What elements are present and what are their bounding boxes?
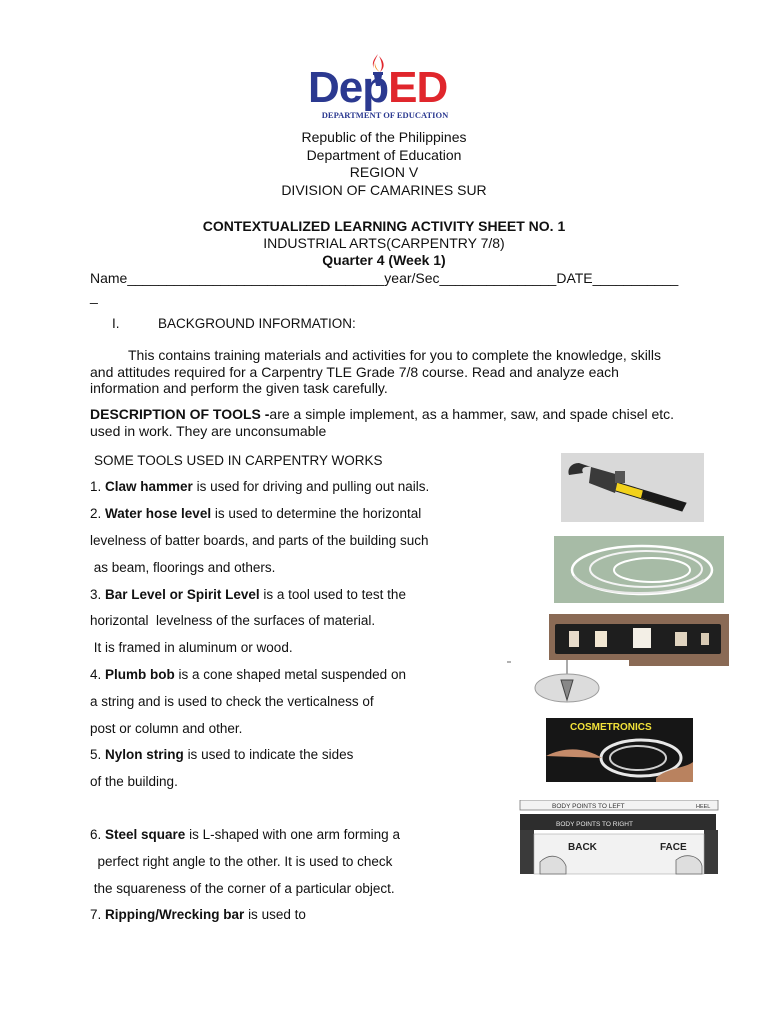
header-division: DIVISION OF CAMARINES SUR (281, 182, 487, 198)
plumb-bob-icon (505, 660, 629, 720)
intro-paragraph: This contains training materials and activities for you to complete the knowledge, skills and attitudes required for a Carpentry TLE Grade 7/8 course. Read and analyze each information and perform the given task carefully. (90, 347, 662, 396)
tool-5-line-2: of the building. (90, 774, 178, 789)
deped-logo (308, 52, 464, 122)
header-region: REGION V (349, 164, 419, 180)
header-department: Department of Education (306, 147, 462, 163)
header-republic: Republic of the Philippines (301, 129, 467, 145)
tool-4: 4. Plumb bob is a cone shaped metal suspended on (90, 667, 406, 682)
tool-3-line-2: horizontal levelness of the surfaces of material. (90, 613, 376, 628)
claw-hammer-icon (561, 453, 704, 522)
square-mid-label: BODY POINTS TO RIGHT (556, 821, 633, 828)
logo-dep: Dep (308, 63, 389, 112)
water-hose-icon (554, 536, 724, 603)
square-back-label: BACK (568, 842, 597, 853)
plumb-bob-image (505, 660, 629, 720)
section-numeral: I. (112, 316, 120, 331)
tool-6: 6. Steel square is L-shaped with one arm forming a (90, 827, 400, 842)
tool-7-name: Ripping/Wrecking bar (105, 907, 245, 922)
tool-4-line-3: post or column and other. (90, 721, 243, 736)
sheet-subject: INDUSTRIAL ARTS(CARPENTRY 7/8) (263, 235, 505, 251)
square-top-label: BODY POINTS TO LEFT (552, 803, 625, 810)
tool-6-line-2: perfect right angle to the other. It is used to check (90, 854, 393, 869)
name-line: Name_________________________________year/Sec_______________DATE___________ (90, 270, 679, 286)
tool-3: 3. Bar Level or Spirit Level is a tool used to test the (90, 587, 406, 602)
tool-2-line-2: levelness of batter boards, and parts of the building such (90, 533, 429, 548)
water-hose-level-image (554, 536, 724, 603)
spirit-level-image (549, 614, 729, 666)
claw-hammer-image (561, 453, 704, 522)
tool-1-name: Claw hammer (105, 479, 193, 494)
tool-6-line-3: the squareness of the corner of a particular object. (90, 881, 395, 896)
tool-2-name: Water hose level (105, 506, 212, 521)
logo-subtitle: DEPARTMENT OF EDUCATION (321, 110, 449, 120)
description-paragraph (90, 406, 680, 439)
tool-3-line-3: It is framed in aluminum or wood. (90, 640, 293, 655)
tool-4-name: Plumb bob (105, 667, 175, 682)
tool-5-name: Nylon string (105, 747, 184, 762)
tool-2: 2. Water hose level is used to determine the horizontal (90, 506, 422, 521)
nylon-string-icon (546, 718, 693, 782)
tool-4-line-2: a string and is used to check the verticalness of (90, 694, 374, 709)
name-line-wrap: _ (90, 288, 98, 304)
square-heel-label: HEEL (696, 804, 711, 810)
steel-square-image (516, 800, 722, 882)
nylon-string-image (546, 718, 693, 782)
tool-2-line-3: as beam, floorings and others. (90, 560, 276, 575)
nylon-brand-label: COSMETRONICS (570, 722, 652, 733)
tool-1: 1. Claw hammer is used for driving and pulling out nails. (90, 479, 430, 494)
tools-heading: SOME TOOLS USED IN CARPENTRY WORKS (94, 453, 383, 468)
tool-5: 5. Nylon string is used to indicate the sides (90, 747, 354, 762)
sheet-quarter: Quarter 4 (Week 1) (322, 252, 446, 268)
sheet-title: CONTEXTUALIZED LEARNING ACTIVITY SHEET NO. 1 (202, 218, 566, 234)
section-heading: BACKGROUND INFORMATION: (158, 316, 356, 331)
tool-6-name: Steel square (105, 827, 186, 842)
steel-square-icon (516, 800, 722, 882)
spirit-level-icon (549, 614, 729, 666)
tool-3-name: Bar Level or Spirit Level (105, 587, 260, 602)
logo-ed: ED (388, 63, 448, 112)
square-face-label: FACE (660, 842, 687, 853)
description-text: are a simple implement, as a hammer, saw, and spade chisel etc. used in work. They are unconsumable (90, 406, 675, 439)
tool-7: 7. Ripping/Wrecking bar is used to (90, 907, 306, 922)
description-label: DESCRIPTION OF TOOLS - (90, 406, 270, 422)
